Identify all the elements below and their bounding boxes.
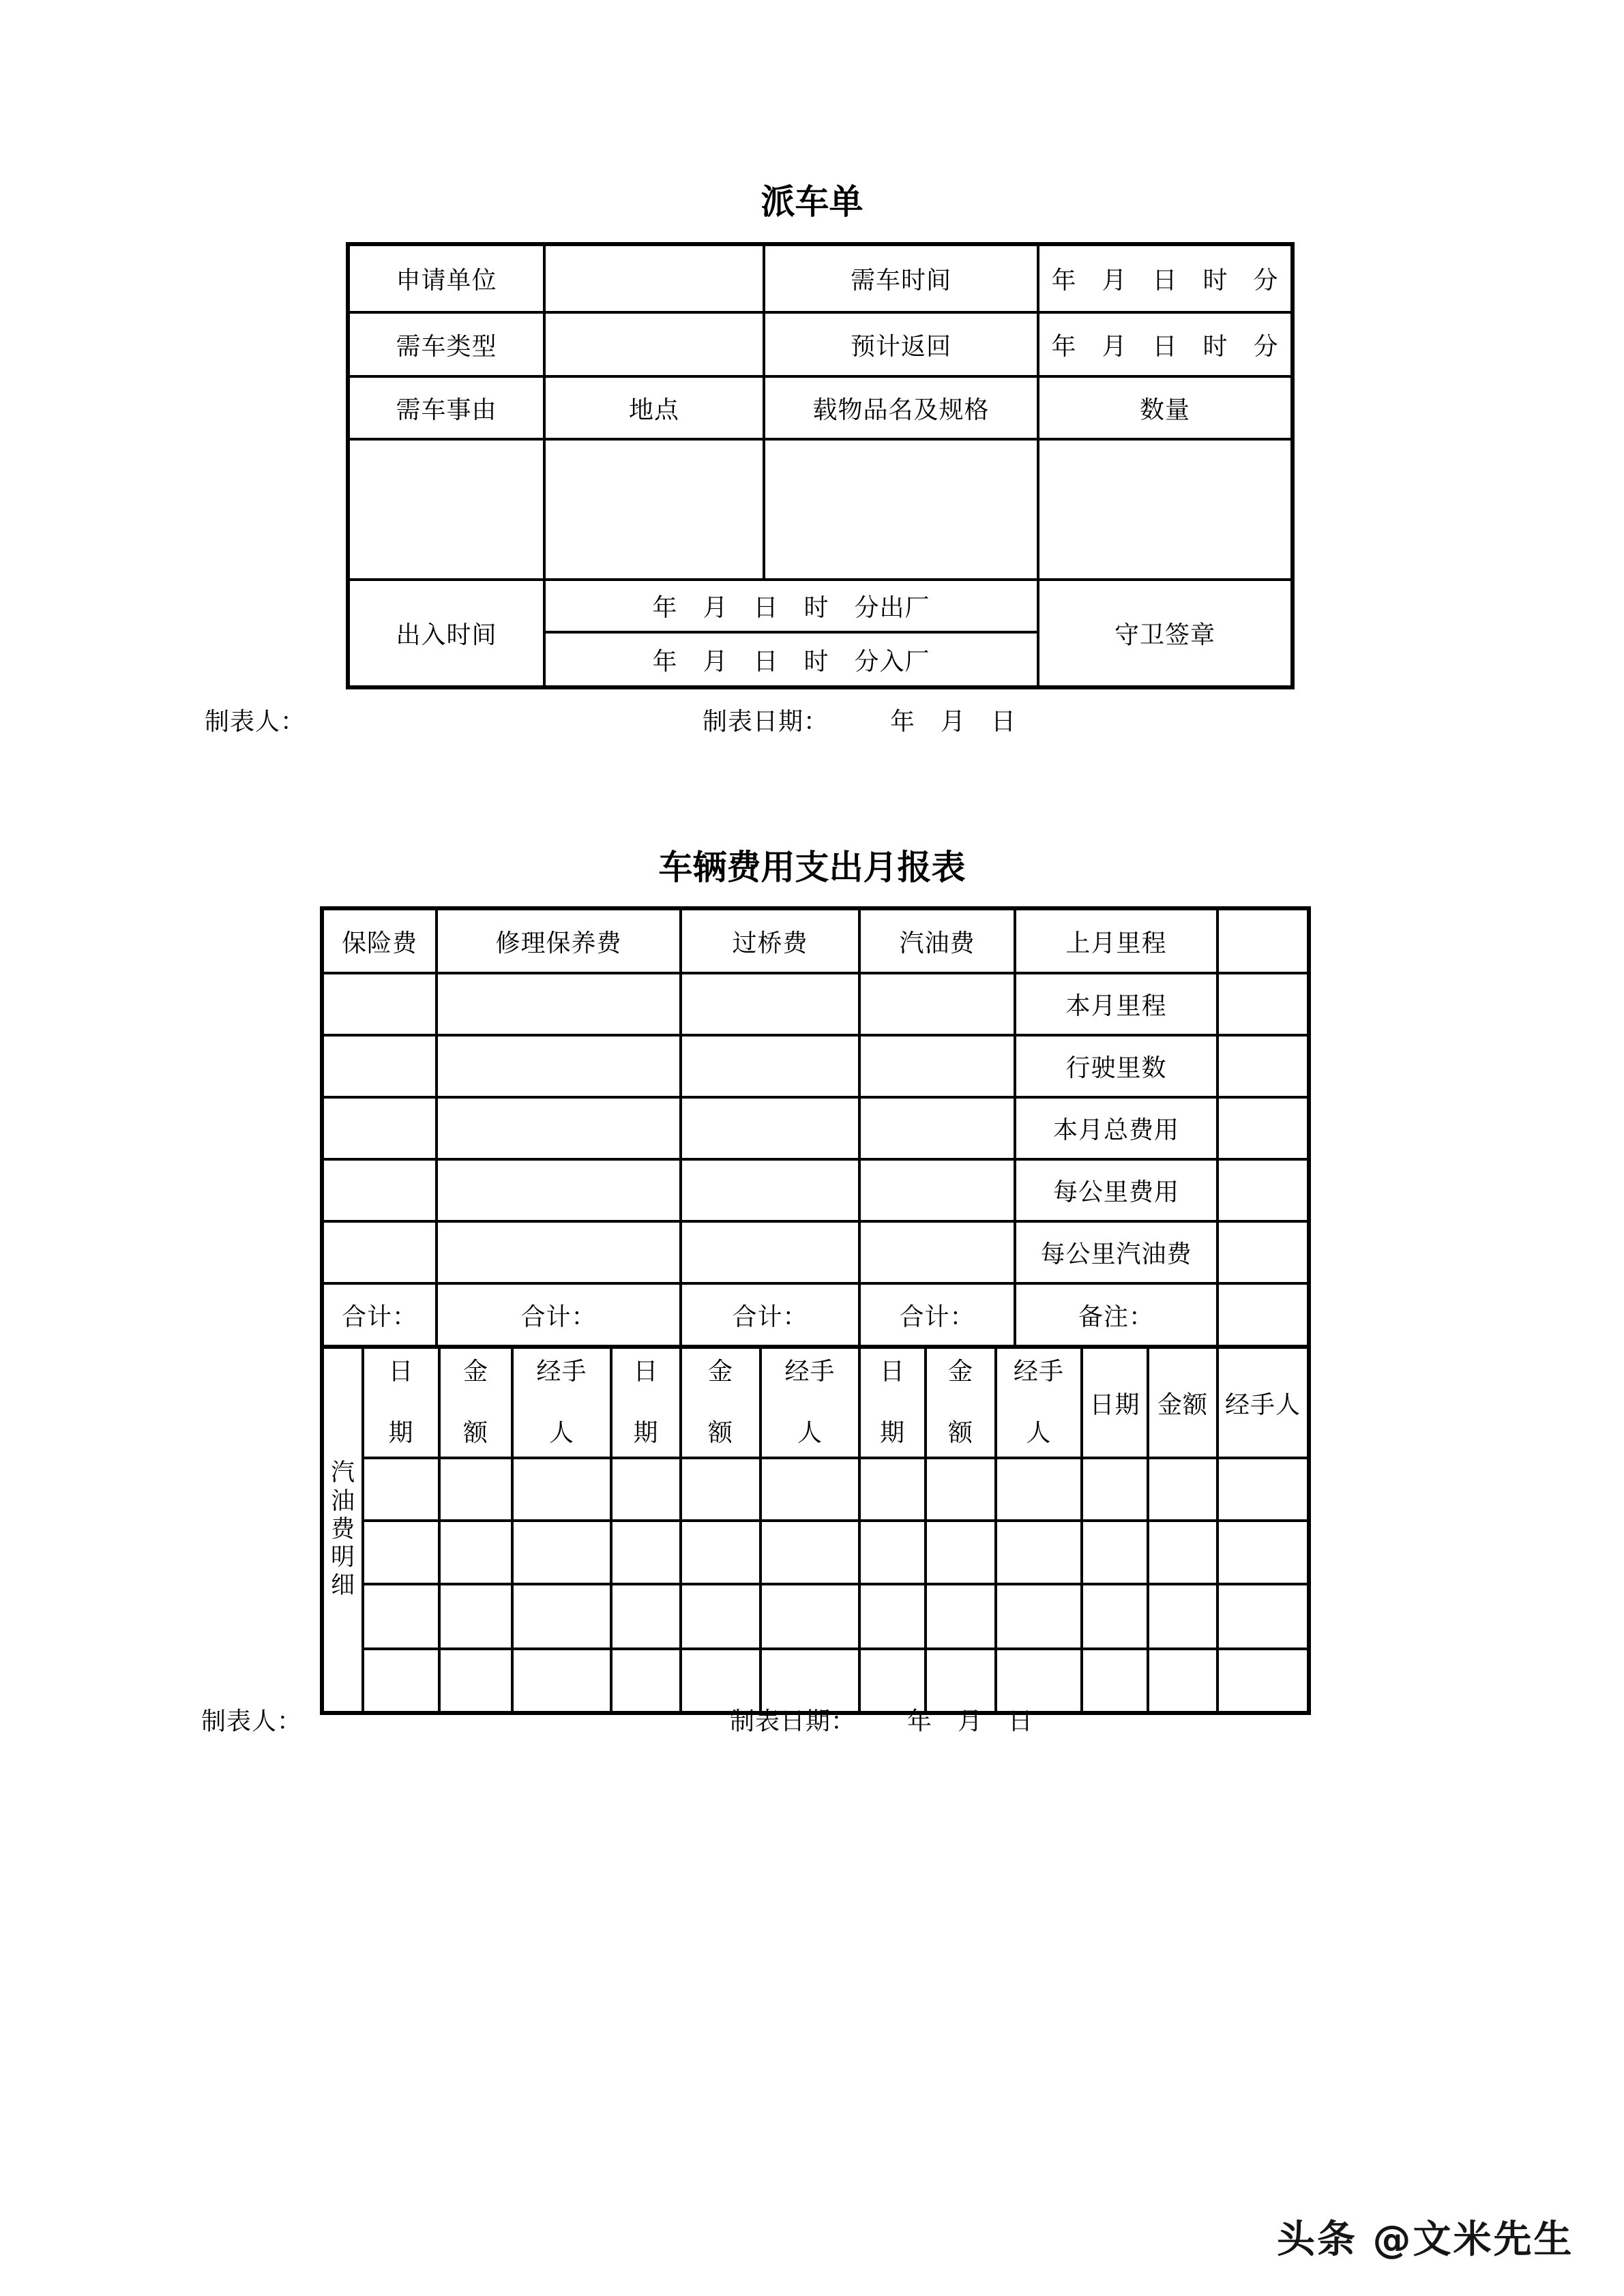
- repair-total-label-cell: 合计：: [437, 1283, 681, 1347]
- insurance-fee-header-cell: 保险费: [322, 908, 437, 973]
- date-header-bottom: 期: [879, 1419, 905, 1447]
- blank-cell: [681, 1035, 859, 1097]
- bridge-toll-header-cell: 过桥费: [681, 908, 859, 973]
- blank-cell: [322, 1035, 437, 1097]
- repair-maintenance-fee-header-cell: 修理保养费: [437, 908, 681, 973]
- expense-report-title: 车辆费用支出月报表: [658, 847, 966, 887]
- blank-cell: [996, 1521, 1082, 1584]
- expect-return-label-cell: 预计返回: [764, 312, 1038, 376]
- amount-header-bottom: 额: [707, 1419, 733, 1447]
- table-row: [322, 973, 1309, 1035]
- blank-cell: [322, 1097, 437, 1159]
- blank-cell: [859, 1458, 926, 1521]
- this-month-mileage-label-cell: 本月里程: [1015, 973, 1217, 1035]
- blank-cell: [926, 1521, 996, 1584]
- fuel-detail-section-label-cell: [322, 1347, 363, 1713]
- blank-cell: [437, 1035, 681, 1097]
- in-out-time-label-cell: 出入时间: [348, 580, 544, 687]
- expense-report-footer: [0, 1702, 1624, 1743]
- date-header-cell: [859, 1347, 926, 1458]
- blank-cell: [764, 439, 1038, 580]
- blank-cell: [681, 1584, 761, 1649]
- maker-label: 制表人：: [205, 708, 306, 736]
- blank-cell: [611, 1521, 681, 1584]
- amount-header-top: 金: [462, 1358, 488, 1386]
- blank-cell: [437, 973, 681, 1035]
- blank-cell: [681, 1097, 859, 1159]
- expense-summary-section: [320, 906, 1311, 1349]
- handler-header-cell: [761, 1347, 859, 1458]
- table-row: [348, 312, 1293, 376]
- amount-header-cell: [439, 1347, 512, 1458]
- expense-report-table: [320, 906, 1307, 1715]
- date-header-cell: [611, 1347, 681, 1458]
- date-label: 制表日期：: [730, 1708, 857, 1735]
- fuel-detail-vertical-label: 汽油费明细: [330, 1459, 355, 1600]
- date-header-top: 日: [388, 1358, 414, 1386]
- table-row: [322, 1159, 1309, 1221]
- cargo-name-spec-label-cell: 载物品名及规格: [764, 376, 1038, 439]
- fuel-detail-section: [320, 1345, 1311, 1715]
- blank-cell: [1217, 1159, 1309, 1221]
- blank-cell: [859, 1035, 1015, 1097]
- blank-cell: [348, 439, 544, 580]
- amount-header-cell: [926, 1347, 996, 1458]
- need-time-date-blank-cell: 年 月 日 时 分: [1038, 244, 1293, 312]
- last-month-mileage-label-cell: 上月里程: [1015, 908, 1217, 973]
- dispatch-form-title: 派车单: [761, 181, 863, 222]
- blank-cell: [1148, 1458, 1217, 1521]
- table-row: [348, 376, 1293, 439]
- need-time-label-cell: 需车时间: [764, 244, 1038, 312]
- blank-cell: [322, 1159, 437, 1221]
- blank-cell: [681, 1521, 761, 1584]
- blank-cell: [544, 439, 764, 580]
- blank-cell: [611, 1458, 681, 1521]
- blank-cell: [512, 1584, 611, 1649]
- blank-cell: [512, 1458, 611, 1521]
- date-flat-header-cell: 日期: [1082, 1347, 1148, 1458]
- fuel-per-km-label-cell: 每公里汽油费: [1015, 1221, 1217, 1283]
- quantity-label-cell: 数量: [1038, 376, 1293, 439]
- cost-per-km-label-cell: 每公里费用: [1015, 1159, 1217, 1221]
- blank-cell: [437, 1221, 681, 1283]
- date-header-top: 日: [633, 1358, 659, 1386]
- location-label-cell: 地点: [544, 376, 764, 439]
- date-label: 制表日期：: [703, 708, 829, 736]
- blank-cell: [1217, 908, 1309, 973]
- table-row: [322, 1221, 1309, 1283]
- blank-cell: [761, 1584, 859, 1649]
- table-row: [348, 580, 1293, 632]
- blank-cell: [1217, 973, 1309, 1035]
- blank-cell: [681, 973, 859, 1035]
- handler-header-bottom: 人: [1026, 1419, 1052, 1447]
- blank-cell: [1082, 1458, 1148, 1521]
- handler-header-cell: [512, 1347, 611, 1458]
- table-row: [322, 1347, 1309, 1458]
- in-factory-time-cell: 年 月 日 时 分入厂: [544, 632, 1038, 687]
- blank-cell: [1217, 1584, 1309, 1649]
- blank-cell: [859, 1221, 1015, 1283]
- blank-cell: [322, 1221, 437, 1283]
- amount-header-bottom: 额: [462, 1419, 488, 1447]
- blank-cell: [439, 1458, 512, 1521]
- blank-cell: [681, 1159, 859, 1221]
- blank-cell: [681, 1221, 859, 1283]
- table-row: [322, 1035, 1309, 1097]
- handler-header-top: 经手: [784, 1358, 836, 1386]
- need-reason-label-cell: 需车事由: [348, 376, 544, 439]
- insurance-total-label-cell: 合计：: [322, 1283, 437, 1347]
- handler-header-top: 经手: [536, 1358, 587, 1386]
- blank-cell: [859, 1584, 926, 1649]
- blank-cell: [611, 1584, 681, 1649]
- blank-cell: [859, 1159, 1015, 1221]
- blank-cell: [1148, 1584, 1217, 1649]
- guard-seal-label-cell: 守卫签章: [1038, 580, 1293, 687]
- dispatch-form-footer: [0, 702, 1624, 743]
- blank-cell: [926, 1584, 996, 1649]
- toll-total-label-cell: 合计：: [681, 1283, 859, 1347]
- table-row: [322, 908, 1309, 973]
- date-blank: 年 月 日: [890, 708, 1017, 736]
- need-type-label-cell: 需车类型: [348, 312, 544, 376]
- blank-cell: [1217, 1035, 1309, 1097]
- table-row: [322, 1458, 1309, 1521]
- handler-header-bottom: 人: [548, 1419, 574, 1447]
- blank-cell: [363, 1521, 439, 1584]
- amount-header-cell: [681, 1347, 761, 1458]
- month-total-cost-label-cell: 本月总费用: [1015, 1097, 1217, 1159]
- blank-cell: [926, 1458, 996, 1521]
- table-row: [348, 439, 1293, 580]
- blank-cell: [1217, 1221, 1309, 1283]
- blank-cell: [439, 1584, 512, 1649]
- blank-cell: [363, 1584, 439, 1649]
- date-blank: 年 月 日: [907, 1708, 1034, 1735]
- handler-flat-header-cell: 经手人: [1217, 1347, 1309, 1458]
- table-row: [322, 1283, 1309, 1347]
- blank-cell: [1217, 1283, 1309, 1347]
- blank-cell: [859, 973, 1015, 1035]
- blank-cell: [322, 973, 437, 1035]
- blank-cell: [439, 1521, 512, 1584]
- dispatch-form-table: [346, 242, 1295, 689]
- handler-header-cell: [996, 1347, 1082, 1458]
- apply-unit-blank-cell: [544, 244, 764, 312]
- blank-cell: [859, 1097, 1015, 1159]
- date-header-cell: [363, 1347, 439, 1458]
- blank-cell: [996, 1584, 1082, 1649]
- date-header-top: 日: [879, 1358, 905, 1386]
- amount-header-top: 金: [947, 1358, 973, 1386]
- driven-distance-label-cell: 行驶里数: [1015, 1035, 1217, 1097]
- blank-cell: [761, 1458, 859, 1521]
- out-factory-time-cell: 年 月 日 时 分出厂: [544, 580, 1038, 632]
- blank-cell: [859, 1521, 926, 1584]
- blank-cell: [363, 1458, 439, 1521]
- amount-flat-header-cell: 金额: [1148, 1347, 1217, 1458]
- blank-cell: [1038, 439, 1293, 580]
- blank-cell: [1217, 1458, 1309, 1521]
- blank-cell: [761, 1521, 859, 1584]
- table-row: [322, 1521, 1309, 1584]
- need-type-blank-cell: [544, 312, 764, 376]
- handler-header-top: 经手: [1013, 1358, 1064, 1386]
- date-header-bottom: 期: [633, 1419, 659, 1447]
- maker-label: 制表人：: [201, 1708, 303, 1735]
- blank-cell: [1217, 1097, 1309, 1159]
- table-row: [348, 244, 1293, 312]
- apply-unit-label-cell: 申请单位: [348, 244, 544, 312]
- date-header-bottom: 期: [388, 1419, 414, 1447]
- remark-label-cell: 备注：: [1015, 1283, 1217, 1347]
- blank-cell: [512, 1521, 611, 1584]
- blank-cell: [1082, 1584, 1148, 1649]
- blank-cell: [1082, 1521, 1148, 1584]
- blank-cell: [681, 1458, 761, 1521]
- table-row: [322, 1097, 1309, 1159]
- blank-cell: [1217, 1521, 1309, 1584]
- blank-cell: [1148, 1521, 1217, 1584]
- amount-header-top: 金: [707, 1358, 733, 1386]
- gasoline-total-label-cell: 合计：: [859, 1283, 1015, 1347]
- expect-return-date-blank-cell: 年 月 日 时 分: [1038, 312, 1293, 376]
- amount-header-bottom: 额: [947, 1419, 973, 1447]
- blank-cell: [996, 1458, 1082, 1521]
- handler-header-bottom: 人: [797, 1419, 823, 1447]
- toutiao-watermark: 头条 @文米先生: [1277, 2218, 1574, 2262]
- table-row: [322, 1584, 1309, 1649]
- gasoline-fee-header-cell: 汽油费: [859, 908, 1015, 973]
- blank-cell: [437, 1097, 681, 1159]
- blank-cell: [437, 1159, 681, 1221]
